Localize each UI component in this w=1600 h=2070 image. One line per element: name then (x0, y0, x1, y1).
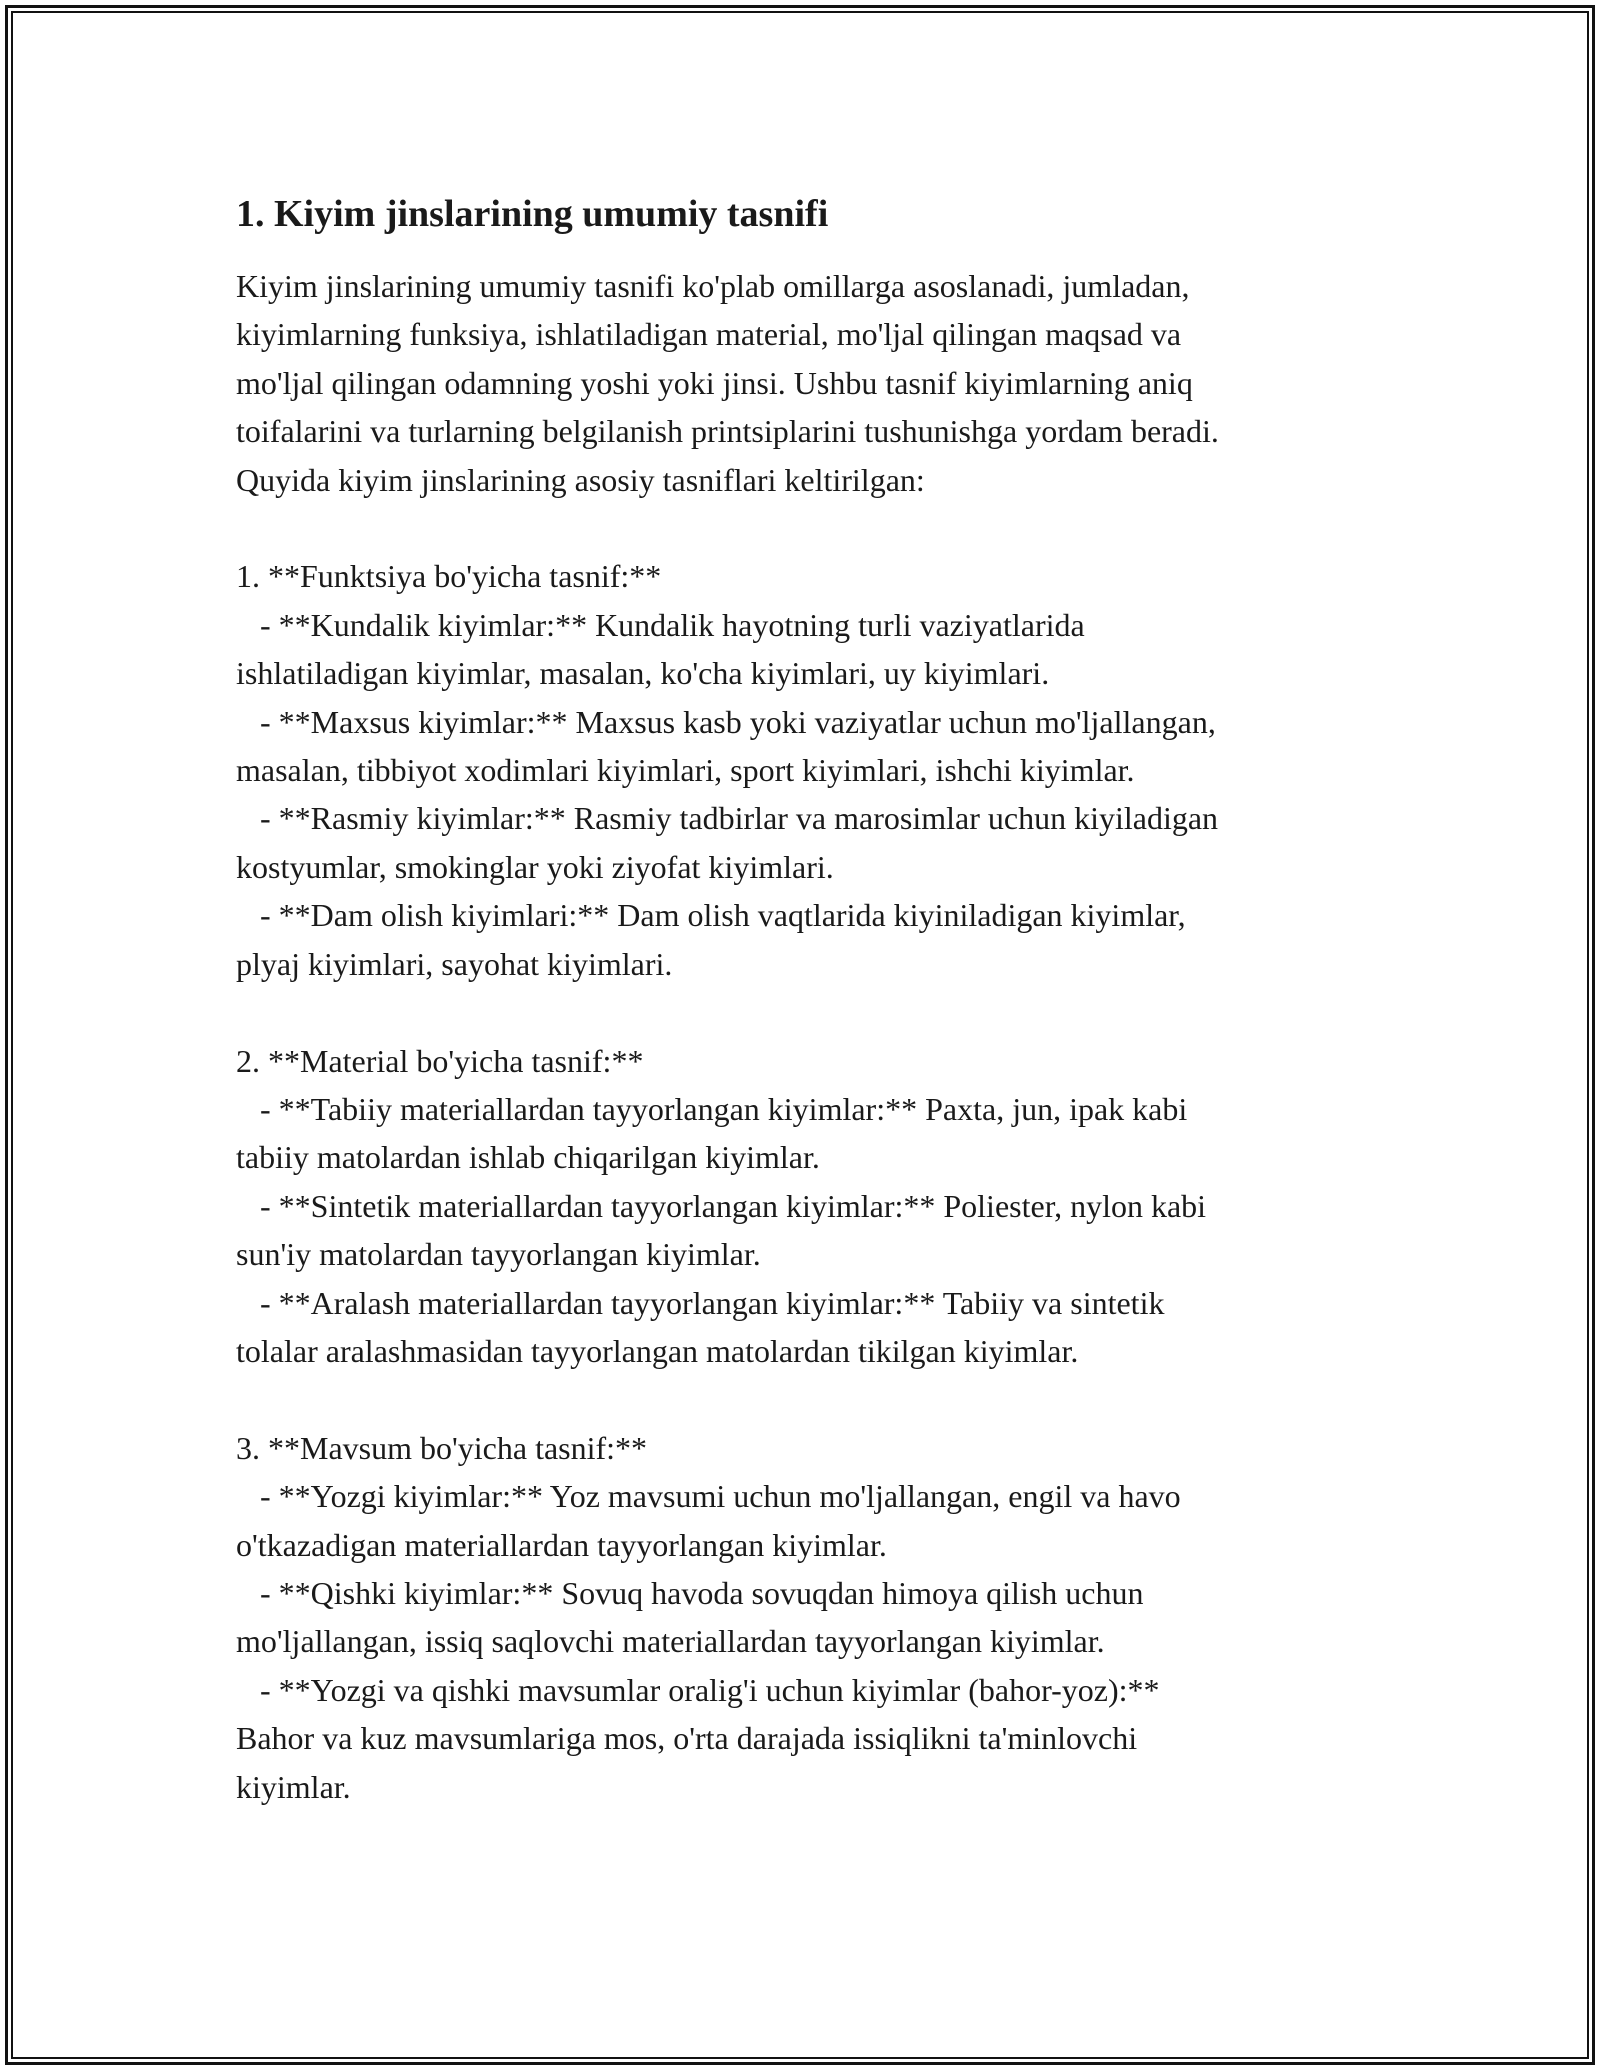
list-item-line: - **Yozgi va qishki mavsumlar oralig'i uchun kiyimlar (bahor-yoz):** (236, 1671, 1160, 1708)
list-item-line: kiyimlar. (236, 1768, 351, 1805)
list-item-line: kostyumlar, smokinglar yoki ziyofat kiyimlari. (236, 848, 834, 885)
document-text (236, 262, 1416, 1811)
list-item-line: - **Rasmiy kiyimlar:** Rasmiy tadbirlar va marosimlar uchun kiyiladigan (236, 800, 1219, 837)
list-item-line: - **Aralash materiallardan tayyorlangan kiyimlar:** Tabiiy va sintetik (236, 1284, 1165, 1321)
list-item-line: mo'ljallangan, issiq saqlovchi materiallardan tayyorlangan kiyimlar. (236, 1623, 1105, 1660)
list-item-line: tabiiy matolardan ishlab chiqarilgan kiyimlar. (236, 1139, 820, 1176)
list-item-line: sun'iy matolardan tayyorlangan kiyimlar. (236, 1236, 761, 1273)
list-item-line: tolalar aralashmasidan tayyorlangan matolardan tikilgan kiyimlar. (236, 1332, 1079, 1369)
list-item-line: ishlatiladigan kiyimlar, masalan, ko'cha kiyimlari, uy kiyimlari. (236, 655, 1050, 692)
list-item-line: masalan, tibbiyot xodimlari kiyimlari, sport kiyimlari, ishchi kiyimlar. (236, 752, 1135, 789)
section-heading-function: 1. **Funktsiya bo'yicha tasnif:** (236, 558, 662, 595)
document-body (236, 188, 1416, 1811)
list-item-line: plyaj kiyimlari, sayohat kiyimlari. (236, 945, 673, 982)
list-item-line: - **Maxsus kiyimlar:** Maxsus kasb yoki vaziyatlar uchun mo'ljallangan, (236, 703, 1216, 740)
list-item-line: Bahor va kuz mavsumlariga mos, o'rta darajada issiqlikni ta'minlovchi (236, 1720, 1138, 1757)
section-heading-season: 3. **Mavsum bo'yicha tasnif:** (236, 1429, 648, 1466)
list-item-line: o'tkazadigan materiallardan tayyorlangan kiyimlar. (236, 1526, 887, 1563)
list-item-line: - **Dam olish kiyimlari:** Dam olish vaqtlarida kiyiniladigan kiyimlar, (236, 897, 1186, 934)
list-item-line: - **Sintetik materiallardan tayyorlangan kiyimlar:** Poliester, nylon kabi (236, 1187, 1207, 1224)
intro-line: Kiyim jinslarining umumiy tasnifi ko'plab omillarga asoslanadi, jumladan, (236, 268, 1190, 304)
list-item-line: - **Kundalik kiyimlar:** Kundalik hayotning turli vaziyatlarida (236, 606, 1085, 643)
document-title: 1. Kiyim jinslarining umumiy tasnifi (236, 193, 829, 235)
intro-line: Quyida kiyim jinslarining asosiy tasniflari keltirilgan: (236, 461, 925, 498)
list-item-line: - **Yozgi kiyimlar:** Yoz mavsumi uchun mo'ljallangan, engil va havo (236, 1478, 1181, 1515)
list-item-line: - **Qishki kiyimlar:** Sovuq havoda sovuqdan himoya qilish uchun (236, 1574, 1144, 1611)
section-heading-material: 2. **Material bo'yicha tasnif:** (236, 1042, 644, 1079)
intro-line: mo'ljal qilingan odamning yoshi yoki jinsi. Ushbu tasnif kiyimlarning aniq (236, 364, 1193, 401)
intro-line: toifalarini va turlarning belgilanish printsiplarini tushunishga yordam beradi. (236, 413, 1219, 450)
list-item-line: - **Tabiiy materiallardan tayyorlangan kiyimlar:** Paxta, jun, ipak kabi (236, 1090, 1188, 1127)
intro-line: kiyimlarning funksiya, ishlatiladigan material, mo'ljal qilingan maqsad va (236, 316, 1182, 353)
